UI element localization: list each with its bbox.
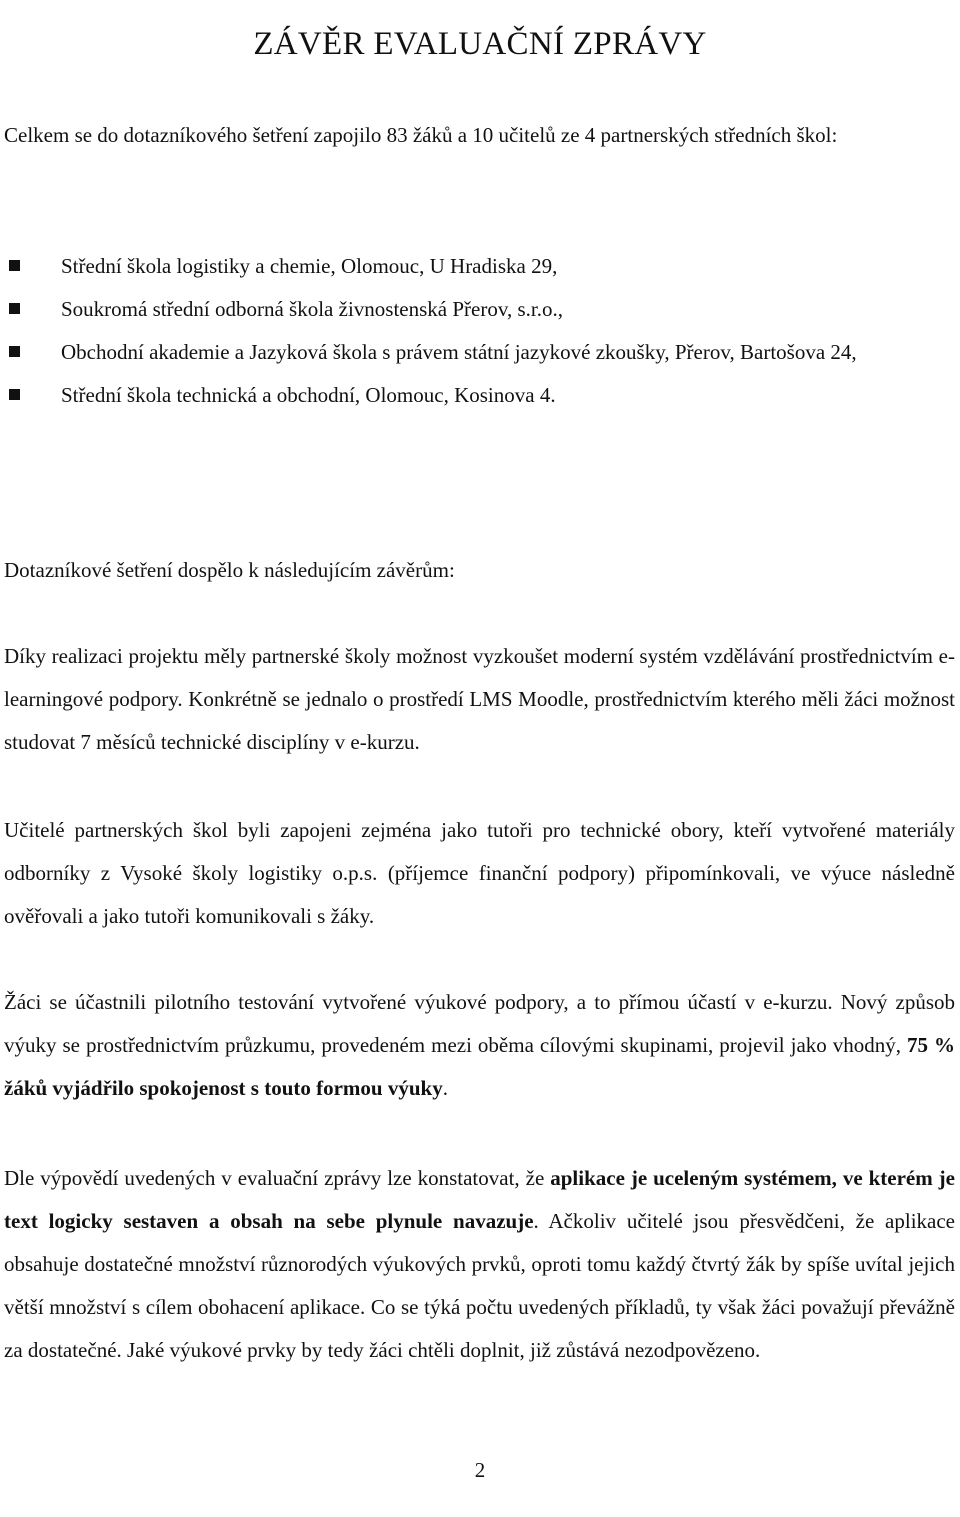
paragraph-text: Žáci se účastnili pilotního testování vytvořené výukové podpory, a to přímou účastí v e-kurzu. Nový způsob výuky se prostřednictvím průzkumu, provedeném mezi oběma cílovými skupinami, projevil jako vhodný, <box>4 990 955 1057</box>
paragraph-moodle: Díky realizaci projektu měly partnerské školy možnost vyzkoušet moderní systém vzdělávání prostřednictvím e-learningové podpory. Konkrétně se jednalo o prostředí LMS Moodle, prostřednictvím kterého měli žáci možnost studovat 7 měsíců technické disciplíny v e-kurzu. <box>4 644 955 754</box>
school-list-item <box>4 245 955 288</box>
school-list-item <box>4 374 955 417</box>
document-title: ZÁVĚR EVALUAČNÍ ZPRÁVY <box>253 26 707 63</box>
paragraph-students <box>4 981 955 1110</box>
square-bullet-icon <box>9 303 20 314</box>
paragraph-teachers: Učitelé partnerských škol byli zapojeni zejména jako tutoři pro technické obory, kteří vytvořené materiály odborníky z Vysoké školy logistiky o.p.s. (příjemce finanční podpory) připomínkovali, ve výuce následně ověřovali a jako tutoři komunikovali s žáky. <box>4 818 955 928</box>
square-bullet-icon <box>9 346 20 357</box>
paragraph-text: . Ačkoliv učitelé jsou přesvědčeni, že aplikace obsahuje dostatečné množství různorodých výukových prvků, oproti tomu každý čtvrtý žák by spíše uvítal jejich větší množství s cílem obohacení aplikace. Co se týká počtu uvedených příkladů, ty však žáci považují převážně za dostatečné. Jaké výukové prvky by tedy žáci chtěli doplnit, již zůstává nezodpovězeno. <box>4 1209 955 1362</box>
intro-paragraph: Celkem se do dotazníkového šetření zapojilo 83 žáků a 10 učitelů ze 4 partnerských středních škol: <box>4 123 838 147</box>
conclusion-intro: Dotazníkové šetření dospělo k následujícím závěrům: <box>4 558 455 582</box>
paragraph-text: . <box>442 1076 448 1100</box>
bold-highlight: aplikace je uceleným systémem, ve kterém je text logicky sestaven a obsah na sebe plynule navazuje <box>4 1166 955 1233</box>
paragraph-evaluation <box>4 1157 955 1372</box>
page-number: 2 <box>474 1458 486 1482</box>
bold-highlight: 75 % žáků vyjádřilo spokojenost s touto formou výuky <box>4 1033 955 1100</box>
school-list <box>4 245 955 417</box>
paragraph-text: Dle výpovědí uvedených v evaluační zprávy lze konstatovat, že <box>4 1166 551 1190</box>
square-bullet-icon <box>9 260 20 271</box>
school-name: Střední škola technická a obchodní, Olomouc, Kosinova 4. <box>61 383 556 407</box>
school-name: Střední škola logistiky a chemie, Olomouc, U Hradiska 29, <box>61 254 558 278</box>
square-bullet-icon <box>9 389 20 400</box>
school-list-item <box>4 331 955 374</box>
school-name: Obchodní akademie a Jazyková škola s právem státní jazykové zkoušky, Přerov, Bartošova 24, <box>61 340 857 364</box>
school-list-item <box>4 288 955 331</box>
school-name: Soukromá střední odborná škola živnostenská Přerov, s.r.o., <box>61 297 563 321</box>
